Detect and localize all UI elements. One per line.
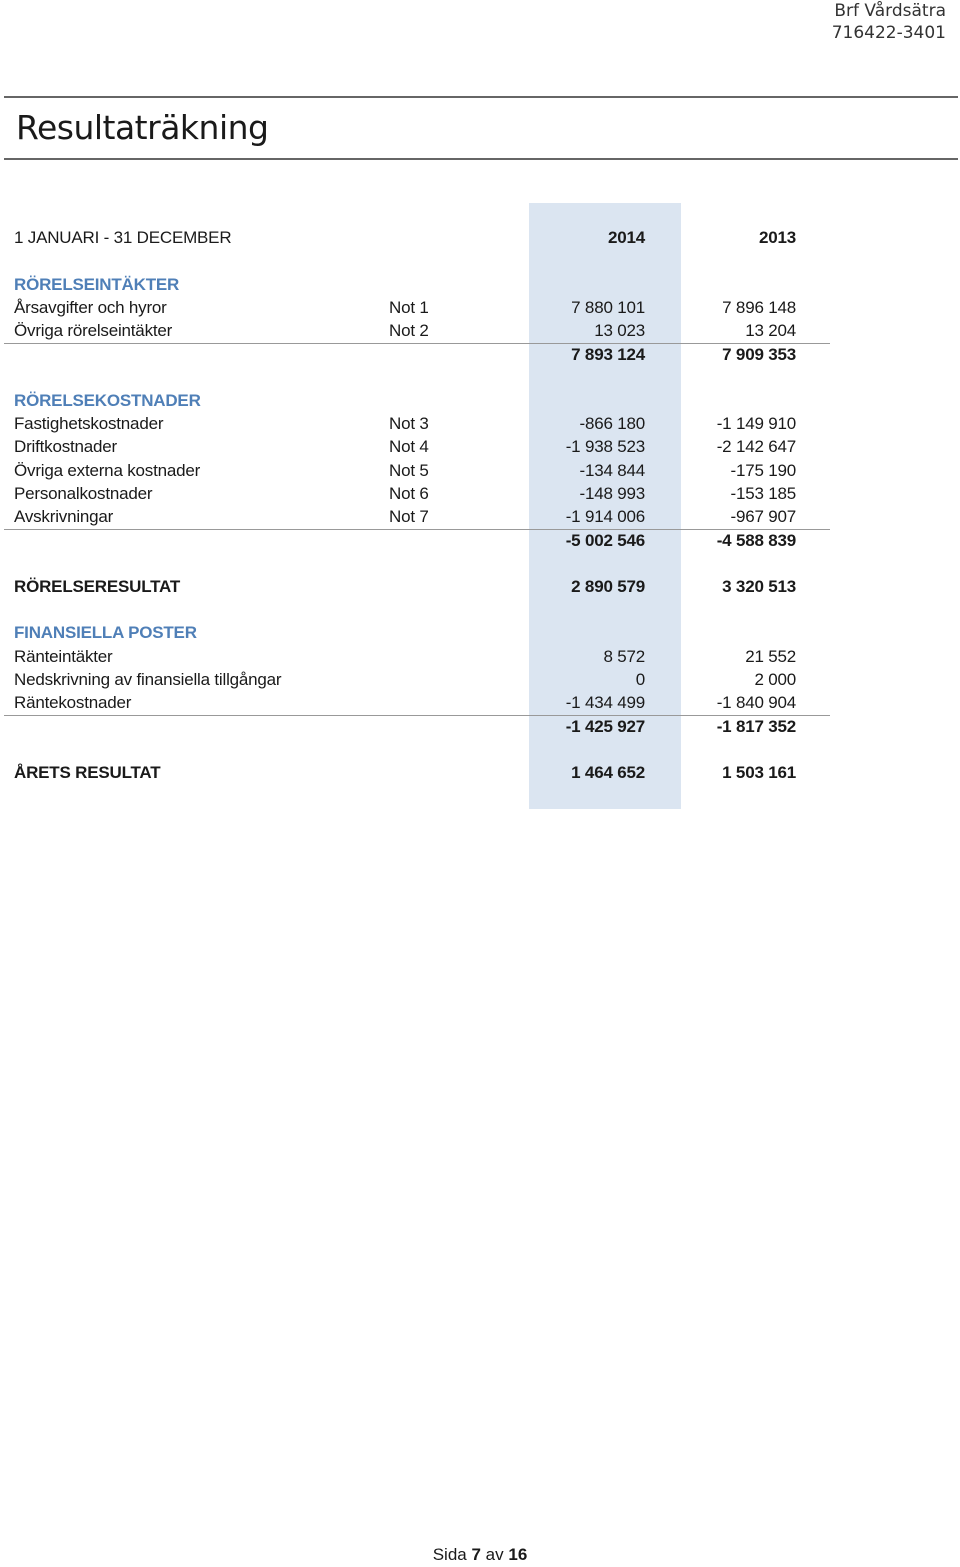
row-label: Fastighetskostnader (14, 414, 164, 433)
row-label: Årsavgifter och hyror (14, 298, 167, 317)
table-row (14, 692, 830, 714)
row-value-2014: -134 844 (579, 461, 645, 480)
row-value-2014: 8 572 (603, 647, 645, 666)
subtotal-value-2013: -4 588 839 (716, 531, 796, 550)
subtotal-row-costs (14, 530, 830, 552)
subtotal-value-2014: -1 425 927 (565, 717, 645, 736)
row-value-2013: -1 149 910 (716, 414, 796, 433)
row-value-2013: 2 000 (754, 670, 796, 689)
row-label: Personalkostnader (14, 484, 153, 503)
table-row (14, 413, 830, 435)
row-label: Avskrivningar (14, 507, 114, 526)
footer-total-pages: 16 (508, 1545, 528, 1564)
period-label: 1 JANUARI - 31 DECEMBER (14, 228, 232, 247)
row-note: Not 3 (389, 414, 429, 433)
row-note: Not 1 (389, 298, 429, 317)
row-value-2014: 2 890 579 (571, 577, 645, 596)
row-value-2013: -2 142 647 (716, 437, 796, 456)
subtotal-row-finance (14, 716, 830, 738)
row-value-2013: -1 840 904 (716, 693, 796, 712)
row-note: Not 6 (389, 484, 429, 503)
org-number: 716422-3401 (831, 23, 946, 43)
table-row (14, 483, 830, 505)
table-row (14, 460, 830, 482)
section-heading-label: FINANSIELLA POSTER (14, 623, 197, 642)
table-row (14, 506, 830, 528)
year-result-row (14, 762, 830, 784)
row-label: Övriga rörelseintäkter (14, 321, 173, 340)
row-label: Ränteintäkter (14, 647, 113, 666)
subtotal-value-2013: 7 909 353 (722, 345, 796, 364)
row-label: Övriga externa kostnader (14, 461, 201, 480)
table-row (14, 646, 830, 668)
table-row (14, 320, 830, 342)
table-row (14, 436, 830, 458)
row-value-2013: -175 190 (730, 461, 796, 480)
row-value-2014: -1 914 006 (565, 507, 645, 526)
row-note: Not 5 (389, 461, 429, 480)
footer-page-number: 7 (471, 1545, 481, 1564)
table-row (14, 297, 830, 319)
title-band (4, 96, 958, 160)
row-value-2014: 1 464 652 (571, 763, 645, 782)
row-value-2013: -153 185 (730, 484, 796, 503)
row-note: Not 7 (389, 507, 429, 526)
row-note: Not 2 (389, 321, 429, 340)
period-header-row (14, 227, 830, 249)
column-header-2013: 2013 (758, 228, 796, 247)
org-header (832, 0, 946, 44)
org-name: Brf Vårdsätra (834, 1, 946, 21)
table-row (14, 669, 830, 691)
row-label: RÖRELSERESULTAT (14, 577, 181, 596)
section-heading-label: RÖRELSEKOSTNADER (14, 391, 201, 410)
operating-result-row (14, 576, 830, 598)
row-label: Driftkostnader (14, 437, 118, 456)
subtotal-value-2014: -5 002 546 (565, 531, 645, 550)
subtotal-value-2013: -1 817 352 (716, 717, 796, 736)
subtotal-value-2014: 7 893 124 (571, 345, 645, 364)
row-note: Not 4 (389, 437, 429, 456)
row-value-2013: 21 552 (745, 647, 796, 666)
subtotal-row-revenue (14, 344, 830, 366)
row-value-2013: 1 503 161 (722, 763, 796, 782)
row-value-2013: -967 907 (730, 507, 796, 526)
page-title: Resultaträkning (16, 108, 269, 147)
row-value-2014: 7 880 101 (571, 298, 645, 317)
row-value-2013: 3 320 513 (722, 577, 796, 596)
row-label: ÅRETS RESULTAT (14, 763, 161, 782)
row-value-2014: 0 (635, 670, 645, 689)
row-value-2014: 13 023 (594, 321, 645, 340)
row-value-2013: 7 896 148 (722, 298, 796, 317)
row-value-2013: 13 204 (745, 321, 796, 340)
section-heading-costs (14, 390, 830, 412)
row-value-2014: -1 434 499 (565, 693, 645, 712)
section-heading-label: RÖRELSEINTÄKTER (14, 275, 180, 294)
row-label: Räntekostnader (14, 693, 132, 712)
row-value-2014: -866 180 (579, 414, 645, 433)
row-value-2014: -1 938 523 (565, 437, 645, 456)
column-header-2014: 2014 (607, 228, 645, 247)
row-value-2014: -148 993 (579, 484, 645, 503)
footer-mid: av (485, 1545, 504, 1564)
footer-prefix: Sida (432, 1545, 467, 1564)
page-footer (0, 1545, 960, 1565)
section-heading-finance (14, 622, 830, 644)
section-heading-revenue (14, 274, 830, 296)
row-label: Nedskrivning av finansiella tillgångar (14, 670, 282, 689)
